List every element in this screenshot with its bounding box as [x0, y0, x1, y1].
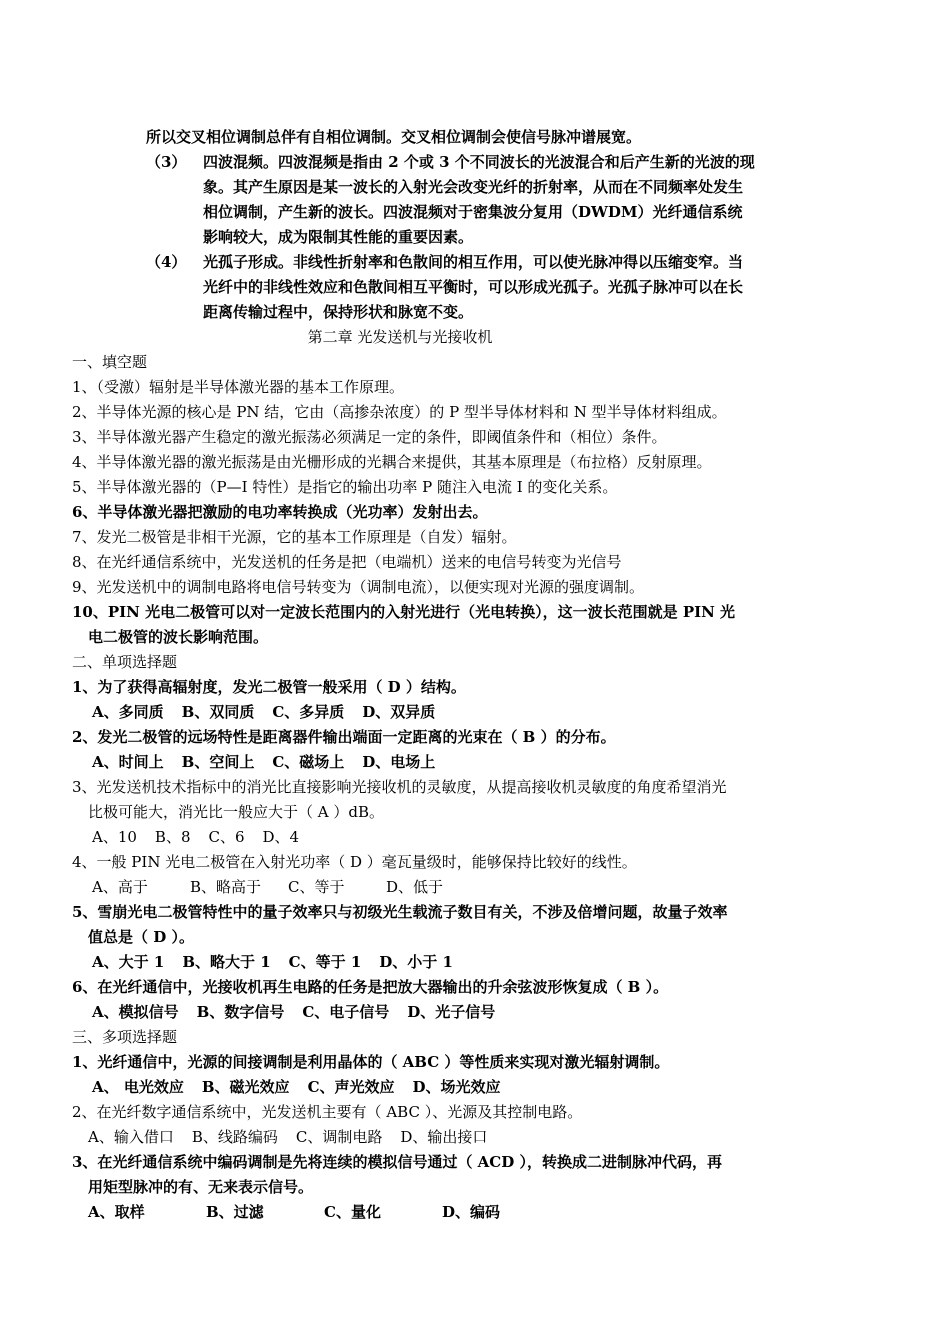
- question-text: 值总是（ D ）。: [88, 928, 194, 946]
- question-text: 8、在光纤通信系统中，光发送机的任务是把（电端机）送来的电信号转变为光信号: [72, 553, 622, 571]
- option: C、量化: [324, 1203, 381, 1221]
- option: C、磁场上: [272, 753, 345, 771]
- option: A、输入借口: [88, 1128, 174, 1146]
- question-text: 1、光纤通信中，光源的间接调制是利用晶体的（ ABC ）等性质来实现对激光辐射调制。: [72, 1053, 670, 1071]
- options-row: [92, 702, 435, 722]
- question-text: 电二极管的波长影响范围。: [88, 628, 269, 646]
- paragraph-line: 距离传输过程中，保持形状和脉宽不变。: [203, 303, 474, 321]
- question-text: 3、光发送机技术指标中的消光比直接影响光接收机的灵敏度，从提高接收机灵敏度的角度希望消光: [72, 778, 727, 796]
- question-text: 用矩型脉冲的有、无来表示信号。: [88, 1178, 314, 1196]
- paragraph-line: 所以交叉相位调制总伴有自相位调制。交叉相位调制会使信号脉冲谱展宽。: [146, 128, 642, 146]
- section-heading-single: 二、单项选择题: [72, 653, 178, 671]
- paragraph-line: 光孤子形成。非线性折射率和色散间的相互作用，可以使光脉冲得以压缩变窄。当: [203, 253, 744, 271]
- paragraph-line: 相位调制，产生新的波长。四波混频对于密集波分复用（DWDM）光纤通信系统: [203, 203, 743, 221]
- option: D、编码: [442, 1203, 501, 1221]
- option: C、声光效应: [307, 1078, 395, 1096]
- question-text: 9、光发送机中的调制电路将电信号转变为（调制电流），以便实现对光源的强度调制。: [72, 578, 645, 596]
- option: D、光子信号: [407, 1003, 496, 1021]
- option: B、磁光效应: [201, 1078, 290, 1096]
- options-row: [92, 1077, 501, 1097]
- item-number-3: （3）: [146, 153, 187, 171]
- question-text: 3、半导体激光器产生稳定的激光振荡必须满足一定的条件，即阈值条件和（相位）条件。: [72, 428, 667, 446]
- item-number-4: （4）: [146, 253, 187, 271]
- option: B、略大于 1: [182, 953, 271, 971]
- question-text: 2、半导体光源的核心是 PN 结，它由（高掺杂浓度）的 P 型半导体材料和 N 型半导体材料组成。: [72, 403, 727, 421]
- option: A、高于: [92, 878, 148, 896]
- question-text: 2、在光纤数字通信系统中，光发送机主要有（ ABC ）、光源及其控制电路。: [72, 1103, 583, 1121]
- option: D、电场上: [362, 753, 436, 771]
- question-text: 5、雪崩光电二极管特性中的量子效率只与初级光生载流子数目有关，不涉及倍增问题，故量子效率: [72, 903, 728, 921]
- option: B、数字信号: [196, 1003, 285, 1021]
- options-row: [92, 877, 443, 897]
- options-row: [92, 952, 453, 972]
- options-row: [92, 827, 299, 847]
- chapter-title: 第二章 光发送机与光接收机: [307, 328, 493, 346]
- question-text: 4、一般 PIN 光电二极管在入射光功率（ D ）毫瓦量级时，能够保持比较好的线性。: [72, 853, 637, 871]
- option: B、过滤: [206, 1203, 264, 1221]
- option: D、4: [262, 828, 300, 846]
- question-text: 7、发光二极管是非相干光源，它的基本工作原理是（自发）辐射。: [72, 528, 517, 546]
- question-text: 6、半导体激光器把激励的电功率转换成（光功率）发射出去。: [72, 503, 488, 521]
- question-text: 比极可能大，消光比一般应大于（ A ）dB。: [88, 803, 384, 821]
- paragraph-line: 象。其产生原因是某一波长的入射光会改变光纤的折射率，从而在不同频率处发生: [203, 178, 744, 196]
- paragraph-line: 影响较大，成为限制其性能的重要因素。: [203, 228, 474, 246]
- option: A、大于 1: [92, 953, 165, 971]
- options-row: [88, 1127, 487, 1147]
- option: A、模拟信号: [92, 1003, 179, 1021]
- option: A、取样: [88, 1203, 145, 1221]
- paragraph-line: 四波混频。四波混频是指由 2 个或 3 个不同波长的光波混合和后产生新的光波的现: [203, 153, 755, 171]
- option: B、空间上: [181, 753, 255, 771]
- option: D、场光效应: [412, 1078, 501, 1096]
- section-heading-multi: 三、多项选择题: [72, 1028, 178, 1046]
- options-row: [92, 752, 435, 772]
- option: C、调制电路: [295, 1128, 383, 1146]
- question-text: 5、半导体激光器的（P—I 特性）是指它的输出功率 P 随注入电流 I 的变化关系。: [72, 478, 618, 496]
- option: C、等于 1: [288, 953, 362, 971]
- options-row: [92, 1002, 495, 1022]
- option: B、8: [154, 828, 191, 846]
- question-text: 10、PIN 光电二极管可以对一定波长范围内的入射光进行（光电转换），这一波长范围就是 PIN 光: [72, 603, 736, 621]
- option: B、线路编码: [191, 1128, 278, 1146]
- option: A、多同质: [92, 703, 164, 721]
- option: A、时间上: [92, 753, 164, 771]
- option: C、等于: [288, 878, 345, 896]
- option: B、双同质: [181, 703, 255, 721]
- question-text: 3、在光纤通信系统中编码调制是先将连续的模拟信号通过（ ACD ），转换成二进制脉冲代码，再: [72, 1153, 722, 1171]
- option: D、小于 1: [379, 953, 453, 971]
- option: D、低于: [386, 878, 444, 896]
- option: C、电子信号: [302, 1003, 390, 1021]
- options-row: [88, 1202, 500, 1222]
- section-heading-fill: 一、填空题: [72, 353, 148, 371]
- question-text: 6、在光纤通信中，光接收机再生电路的任务是把放大器输出的升余弦波形恢复成（ B ）。: [72, 978, 669, 996]
- option: C、多异质: [272, 703, 345, 721]
- option: A、 电光效应: [92, 1078, 184, 1096]
- paragraph-line: 光纤中的非线性效应和色散间相互平衡时，可以形成光孤子。光孤子脉冲可以在长: [203, 278, 744, 296]
- option: A、10: [92, 828, 137, 846]
- option: D、输出接口: [400, 1128, 488, 1146]
- question-text: 4、半导体激光器的激光振荡是由光栅形成的光耦合来提供，其基本原理是（布拉格）反射原理。: [72, 453, 712, 471]
- question-text: 1、为了获得高辐射度，发光二极管一般采用（ D ）结构。: [72, 678, 466, 696]
- option: D、双异质: [362, 703, 436, 721]
- question-text: 1、（受激）辐射是半导体激光器的基本工作原理。: [72, 378, 405, 396]
- option: C、6: [208, 828, 245, 846]
- option: B、略高于: [190, 878, 262, 896]
- question-text: 2、发光二极管的远场特性是距离器件输出端面一定距离的光束在（ B ）的分布。: [72, 728, 616, 746]
